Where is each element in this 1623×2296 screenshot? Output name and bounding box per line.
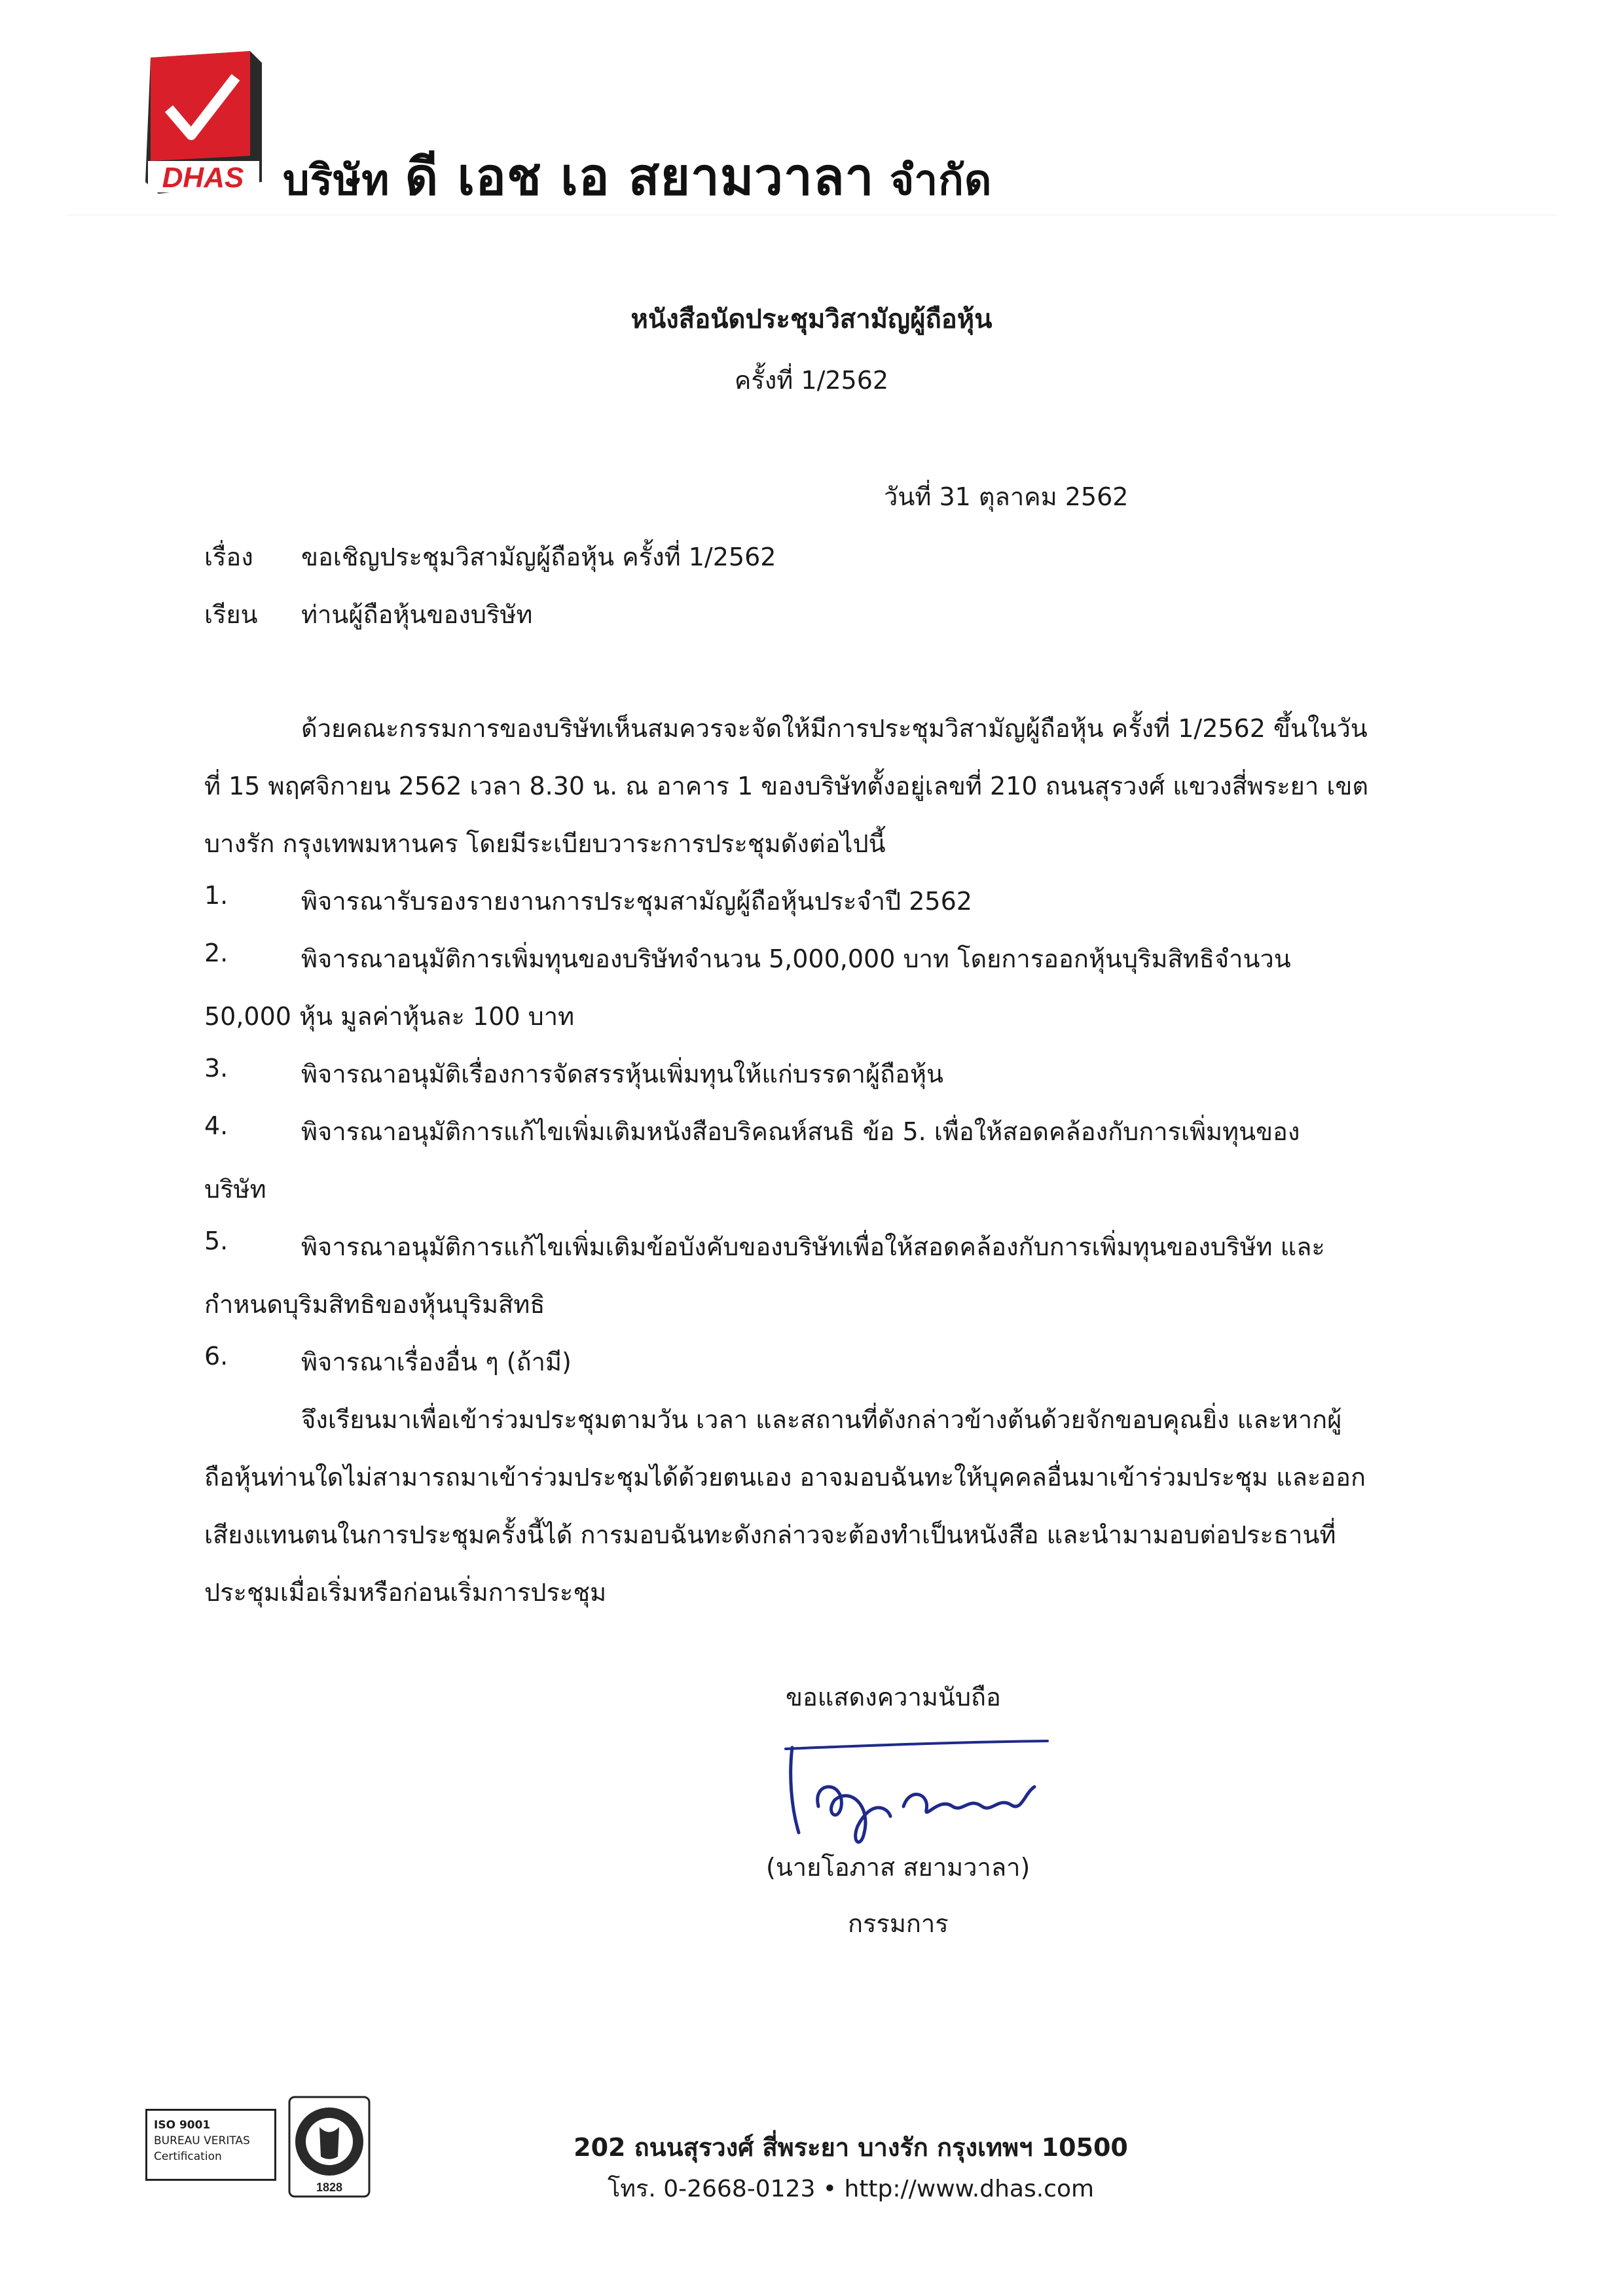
- iso-line-1: ISO 9001: [154, 2119, 211, 2132]
- agenda-number: 2.: [204, 939, 228, 967]
- agenda-item-5-cont: กำหนดบุริมสิทธิของหุ้นบุริมสิทธิ: [204, 1290, 545, 1319]
- letter-date: วันที่ 31 ตุลาคม 2562: [884, 482, 1129, 511]
- closing-line-1: จึงเรียนมาเพื่อเข้าร่วมประชุมตามวัน เวลา และสถานที่ดังกล่าวข้างต้นด้วยจักขอบคุณยิ่ง และหากผู้: [301, 1405, 1342, 1434]
- svg-text:DHAS: DHAS: [162, 162, 244, 194]
- agenda-item-4: พิจารณาอนุมัติการแก้ไขเพิ่มเติมหนังสือบริคณห์สนธิ ข้อ 5. เพื่อให้สอดคล้องกับการเพิ่มทุนของ: [301, 1117, 1300, 1146]
- agenda-item-2-cont: 50,000 หุ้น มูลค่าหุ้นละ 100 บาท: [204, 1002, 575, 1031]
- company-prefix: บริษัท: [283, 156, 390, 205]
- agenda-number: 5.: [204, 1227, 228, 1255]
- closing-line-3: เสียงแทนตนในการประชุมครั้งนี้ได้ การมอบฉันทะดังกล่าวจะต้องทำเป็นหนังสือ และนำมามอบต่อประธานที่: [204, 1520, 1336, 1549]
- dhas-logo: [145, 51, 262, 194]
- intro-line-1: ด้วยคณะกรรมการของบริษัทเห็นสมควรจะจัดให้มีการประชุมวิสามัญผู้ถือหุ้น ครั้งที่ 1/2562 ขึ้นในวัน: [301, 714, 1368, 743]
- recipient-value: ท่านผู้ถือหุ้นของบริษัท: [301, 600, 533, 629]
- agenda-number: 3.: [204, 1054, 228, 1083]
- agenda-item-6: พิจารณาเรื่องอื่น ๆ (ถ้ามี): [301, 1348, 572, 1376]
- agenda-number: 6.: [204, 1342, 228, 1371]
- subject-label: เรื่อง: [204, 543, 253, 571]
- document-title: หนังสือนัดประชุมวิสามัญผู้ถือหุ้น: [630, 304, 993, 334]
- agenda-item-3: พิจารณาอนุมัติเรื่องการจัดสรรหุ้นเพิ่มทุนให้แก่บรรดาผู้ถือหุ้น: [301, 1060, 943, 1088]
- company-suffix: จำกัด: [889, 156, 993, 205]
- document-subtitle: ครั้งที่ 1/2562: [734, 366, 889, 395]
- agenda-item-5: พิจารณาอนุมัติการแก้ไขเพิ่มเติมข้อบังคับของบริษัทเพื่อให้สอดคล้องกับการเพิ่มทุนของบริษัท และ: [301, 1232, 1325, 1261]
- footer-address: 202 ถนนสุรวงศ์ สี่พระยา บางรัก กรุงเทพฯ 10500: [574, 2133, 1128, 2162]
- agenda-number: 4.: [204, 1111, 228, 1140]
- agenda-item-2: พิจารณาอนุมัติการเพิ่มทุนของบริษัทจำนวน 5,000,000 บาท โดยการออกหุ้นบุริมสิทธิจำนวน: [301, 944, 1291, 973]
- signature: [773, 1734, 1061, 1852]
- signatory-name: (นายโอภาส สยามวาลา): [766, 1853, 1030, 1882]
- agenda-number: 1.: [204, 881, 228, 910]
- agenda-item-4-cont: บริษัท: [204, 1175, 266, 1204]
- intro-line-2: ที่ 15 พฤศจิกายน 2562 เวลา 8.30 น. ณ อาคาร 1 ของบริษัทตั้งอยู่เลขที่ 210 ถนนสุรวงศ์ แขวงสี่พระยา เขต: [204, 772, 1369, 800]
- recipient-label: เรียน: [204, 600, 258, 629]
- company-name-main: ดี เอช เอ สยามวาลา: [405, 148, 875, 207]
- footer-contact: โทร. 0-2668-0123 • http://www.dhas.com: [607, 2176, 1095, 2202]
- seal-year: 1828: [316, 2181, 343, 2194]
- closing-line-2: ถือหุ้นท่านใดไม่สามารถมาเข้าร่วมประชุมได้ด้วยตนเอง อาจมอบฉันทะให้บุคคลอื่นมาเข้าร่วมประชุม และออก: [204, 1463, 1366, 1492]
- intro-line-3: บางรัก กรุงเทพมหานคร โดยมีระเบียบวาระการประชุมดังต่อไปนี้: [204, 829, 886, 858]
- agenda-item-1: พิจารณารับรองรายงานการประชุมสามัญผู้ถือหุ้นประจำปี 2562: [301, 887, 972, 916]
- subject-value: ขอเชิญประชุมวิสามัญผู้ถือหุ้น ครั้งที่ 1/2562: [301, 543, 776, 571]
- iso-line-2: BUREAU VERITAS: [154, 2134, 250, 2147]
- signatory-position: กรรมการ: [848, 1909, 949, 1938]
- closing-line-4: ประชุมเมื่อเริ่มหรือก่อนเริ่มการประชุม: [204, 1578, 607, 1607]
- company-name: [283, 136, 992, 217]
- closing-salutation: ขอแสดงความนับถือ: [786, 1683, 1001, 1712]
- iso-line-3: Certification: [154, 2150, 222, 2163]
